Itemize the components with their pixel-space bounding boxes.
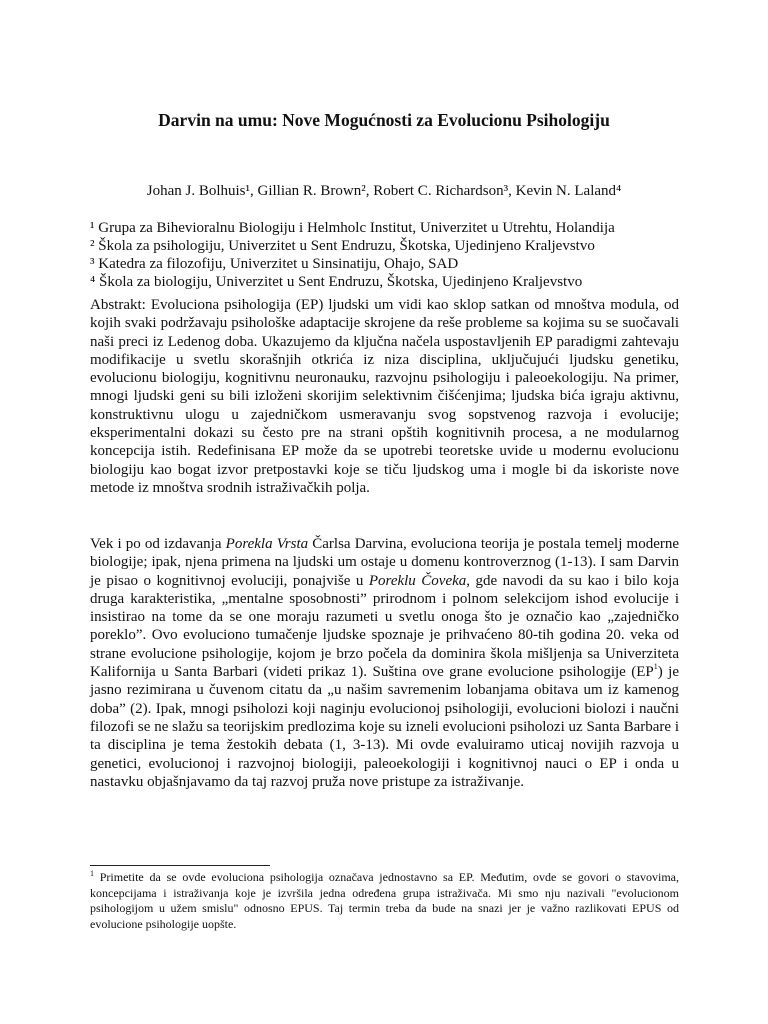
footnote-text: Primetite da se ovde evoluciona psihologija označava jednostavno sa EP. Međutim, ovde se govori o stavovima, koncepcijama i istraživanja koje je izvršila jedna određena grupa istraživača. Mi smo nju nazivali "evolucionom psihologijom u užem smislu" odnosno EPUS. Taj termin treba da bude na snazi jer je važno razlikovati EPUS od evolucione psihologije uopšte. (90, 870, 679, 931)
affiliation-item: ² Škola za psihologiju, Univerzitet u Sent Endruzu, Škotska, Ujedinjeno Kraljevstvo (90, 238, 595, 254)
intro-text: , gde navodi da su kao i bilo koja druga karakteristika, „mentalne sposobnosti” prirodnom i polnom selekcijom ishod evolucije i insistirao na tome da se one moraju razumeti u svetlu onoga što je označio kao „zajedničko poreklo”. Ovo evoluciono tumačenje ljudske spoznaje je prihvaćeno 80-tih godina 20. veka od strane evolucione psihologije, kojom je brzo počela da dominira škola mišljenja sa Univerziteta Kalifornija u Santa Barbari (videti prikaz 1). Suština ove grane evolucione psihologije (EP (90, 572, 679, 681)
book-title-descent-of-man: Poreklu Čoveka (368, 572, 467, 589)
footnote-divider (90, 865, 270, 866)
footnote-reference[interactable]: 1 (653, 662, 658, 672)
footnote-marker: 1 (90, 869, 94, 878)
book-title-origin-of-species: Porekla Vrsta (225, 536, 309, 552)
document-title: Darvin na umu: Nove Mogućnosti za Evolucionu Psihologiju (158, 110, 610, 130)
footnote (90, 870, 679, 932)
intro-text: ) je jasno rezimirana u čuvenom citatu da „u našim savremenim lobanjama obitava um iz kamenog doba” (2). Ipak, mnogi psiholozi koji naginju evolucionoj psihologiji, evolucioni biolozi i naučni filozofi se ne slažu sa teorijskim predlozima koje su izneli evolucioni psiholozi uz Santa Barbare i ta disciplina je tema žestokih debata (1, 3-13). Mi ovde evaluiramo uticaj novijih razvoja u genetici, evolucionoj i razvojnoj biologiji, paleoekologiji i kognitivnoj nauci o EP i onda u nastavku objašnjavamo da taj razvoj pruža nove pristupe za istraživanje. (90, 664, 679, 790)
affiliation-item: ¹ Grupa za Bihevioralnu Biologiju i Helmholc Institut, Univerzitet u Utrehtu, Holandija (90, 220, 615, 236)
abstract-paragraph: Abstrakt: Evoluciona psihologija (EP) ljudski um vidi kao sklop satkan od mnoštva modula, od kojih svaki podržavaju psihološke adaptacije skrojene da reše probleme sa kojima su se suočavali naši preci iz Ledenog doba. Ukazujemo da ključna načela uspostavljenih EP paradigmi zahtevaju modifikacije u svetlu skorašnjih otkrića iz niza disciplina, uključujući ljudsku genetiku, evolucionu biologiju, kognitivnu neuronauku, razvojnu psihologiju i paleoekologiju. Na primer, mnogi ljudski geni su bili izloženi skorijim selektivnim čišćenjima; ljudska bića igraju aktivnu, konstruktivnu ulogu u zajedničkom usmeravanju svog sopstvenog razvoja i evolucije; eksperimentalni dokazi su često pre na strani opštih kognitivnih procesa, a ne modularnog koncepcija istih. Redefinisana EP može da se upotrebi teoretske uvide u modernu evolucionu biologiju kao bogat izvor pretpostavki koje se tiču ljudskog uma i mogle bi da iskoriste nove metode iz mnoštva srodnih istraživačkih polja. (90, 297, 679, 496)
intro-text: Čarlsa Darvina, evoluciona teorija je postala temelj moderne biologije; ipak, njena primena na ljudski um ostaje u domenu kontroverznog (1-13). I sam Darvin je pisao o kognitivnoj evoluciji, ponajviše u (90, 536, 680, 589)
affiliation-item: ³ Katedra za filozofiju, Univerzitet u Sinsinatiju, Ohajo, SAD (90, 256, 459, 272)
author-list: Johan J. Bolhuis¹, Gillian R. Brown², Robert C. Richardson³, Kevin N. Laland⁴ (146, 183, 622, 199)
affiliation-list (90, 219, 690, 291)
intro-text: Vek i po od izdavanja (90, 536, 226, 552)
affiliation-item: ⁴ Škola za biologiju, Univerzitet u Sent Endruzu, Škotska, Ujedinjeno Kraljevstvo (90, 274, 583, 290)
intro-paragraph (90, 535, 679, 791)
